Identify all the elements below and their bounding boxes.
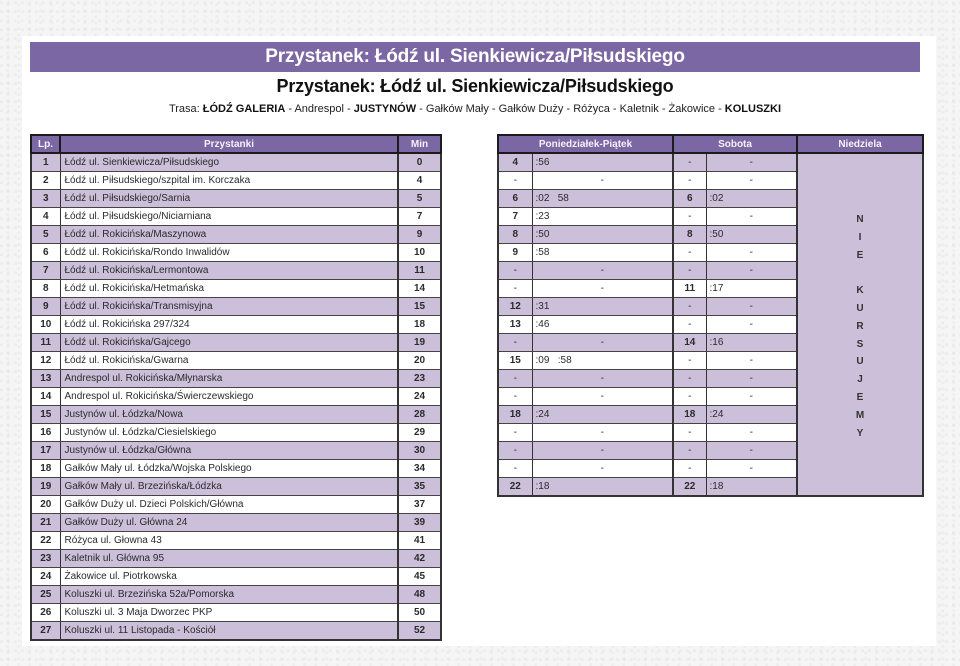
stop-row (31, 442, 441, 460)
stop-row (31, 550, 441, 568)
stop-minutes: 4 (398, 172, 441, 190)
header-lp: Lp. (31, 135, 60, 153)
saturday-minutes: - (706, 316, 797, 334)
stop-name: Łódź ul. Piłsudskiego/Sarnia (60, 190, 398, 208)
saturday-minutes: :50 (706, 226, 797, 244)
saturday-minutes: :17 (706, 280, 797, 298)
stop-number: 1 (31, 153, 60, 172)
stop-number: 18 (31, 460, 60, 478)
stops-table-header (31, 135, 441, 153)
sunday-no-service-letter: K (856, 285, 864, 297)
stop-row (31, 586, 441, 604)
saturday-minutes: - (706, 442, 797, 460)
weekday-hour: 13 (498, 316, 532, 334)
stop-minutes: 37 (398, 496, 441, 514)
weekday-minutes: :56 (532, 153, 673, 172)
weekday-minutes: :09 :58 (532, 352, 673, 370)
weekday-hour: 4 (498, 153, 532, 172)
stop-row (31, 316, 441, 334)
stop-number: 14 (31, 388, 60, 406)
weekday-minutes: :23 (532, 208, 673, 226)
saturday-minutes: :24 (706, 406, 797, 424)
stop-row (31, 568, 441, 586)
stop-minutes: 11 (398, 262, 441, 280)
stop-name: Gałków Mały ul. Brzezińska/Łódzka (60, 478, 398, 496)
sunday-no-service-cell (797, 153, 923, 496)
saturday-hour: - (673, 370, 706, 388)
weekday-minutes: - (532, 370, 673, 388)
stop-row (31, 478, 441, 496)
stop-row (31, 172, 441, 190)
stop-row (31, 514, 441, 532)
weekday-hour: - (498, 280, 532, 298)
stop-name: Gałków Duży ul. Dzieci Polskich/Główna (60, 496, 398, 514)
weekday-hour: - (498, 442, 532, 460)
weekday-minutes: - (532, 334, 673, 352)
saturday-hour: 6 (673, 190, 706, 208)
saturday-minutes: - (706, 424, 797, 442)
stop-minutes: 30 (398, 442, 441, 460)
route-major-stop: ŁÓDŹ GALERIA (202, 103, 286, 115)
saturday-hour: - (673, 208, 706, 226)
departure-row (498, 153, 923, 172)
sunday-no-service-letter: U (856, 356, 864, 368)
stop-name: Kaletnik ul. Główna 95 (60, 550, 398, 568)
stop-minutes: 23 (398, 370, 441, 388)
stop-minutes: 5 (398, 190, 441, 208)
route-stops (203, 103, 781, 115)
stop-name: Justynów ul. Łódzka/Ciesielskiego (60, 424, 398, 442)
saturday-hour: - (673, 298, 706, 316)
stop-name: Łódź ul. Rokicińska/Gajcego (60, 334, 398, 352)
stop-number: 26 (31, 604, 60, 622)
saturday-minutes: - (706, 370, 797, 388)
route-label: Trasa: (168, 103, 200, 115)
saturday-minutes: - (706, 388, 797, 406)
route-minor-stops: - Gałków Mały - Gałków Duży - Różyca - Kaletnik - Żakowice - (416, 103, 725, 115)
stop-name: Gałków Duży ul. Główna 24 (60, 514, 398, 532)
weekday-minutes: - (532, 460, 673, 478)
weekday-minutes: - (532, 262, 673, 280)
stop-row (31, 298, 441, 316)
stop-row (31, 352, 441, 370)
stop-name: Łódź ul. Piłsudskiego/Niciarniana (60, 208, 398, 226)
stop-title: Przystanek: Łódź ul. Sienkiewicza/Piłsudskiego (276, 76, 674, 96)
saturday-hour: 8 (673, 226, 706, 244)
saturday-hour: - (673, 352, 706, 370)
stop-number: 11 (31, 334, 60, 352)
stop-name: Łódź ul. Rokicińska/Maszynowa (60, 226, 398, 244)
stops-table (30, 134, 442, 641)
saturday-minutes: - (706, 298, 797, 316)
stop-row (31, 153, 441, 172)
stop-minutes: 7 (398, 208, 441, 226)
weekday-hour: - (498, 172, 532, 190)
weekday-minutes: :18 (532, 478, 673, 497)
saturday-hour: - (673, 442, 706, 460)
stop-number: 19 (31, 478, 60, 496)
sunday-no-service-letter: I (858, 231, 862, 243)
weekday-minutes: - (532, 280, 673, 298)
weekday-hour: 6 (498, 190, 532, 208)
stop-minutes: 24 (398, 388, 441, 406)
stop-number: 2 (31, 172, 60, 190)
stop-number: 15 (31, 406, 60, 424)
stop-minutes: 41 (398, 532, 441, 550)
stop-minutes: 18 (398, 316, 441, 334)
stop-number: 20 (31, 496, 60, 514)
stop-name: Koluszki ul. 3 Maja Dworzec PKP (60, 604, 398, 622)
stop-name: Łódź ul. Rokicińska/Gwarna (60, 352, 398, 370)
sunday-no-service-letter: E (856, 391, 864, 403)
saturday-hour: - (673, 262, 706, 280)
stop-row (31, 622, 441, 641)
stop-number: 3 (31, 190, 60, 208)
stop-number: 17 (31, 442, 60, 460)
saturday-minutes: - (706, 244, 797, 262)
stop-name: Łódź ul. Rokicińska/Lermontowa (60, 262, 398, 280)
stop-number: 25 (31, 586, 60, 604)
saturday-minutes: :18 (706, 478, 797, 497)
weekday-hour: 9 (498, 244, 532, 262)
stop-row (31, 460, 441, 478)
stop-name: Łódź ul. Rokicińska/Hetmańska (60, 280, 398, 298)
stop-row (31, 370, 441, 388)
weekday-hour: 8 (498, 226, 532, 244)
stop-minutes: 34 (398, 460, 441, 478)
stop-row (31, 496, 441, 514)
weekday-hour: 7 (498, 208, 532, 226)
stop-name: Justynów ul. Łódzka/Główna (60, 442, 398, 460)
sunday-no-service-letter: N (856, 214, 864, 225)
stop-number: 12 (31, 352, 60, 370)
stop-minutes: 0 (398, 153, 441, 172)
sunday-no-service-letter: R (856, 320, 864, 332)
stop-name: Łódź ul. Rokicińska/Rondo Inwalidów (60, 244, 398, 262)
stop-number: 7 (31, 262, 60, 280)
stop-row (31, 226, 441, 244)
stop-minutes: 28 (398, 406, 441, 424)
saturday-hour: - (673, 153, 706, 172)
weekday-minutes: :50 (532, 226, 673, 244)
weekday-minutes: :24 (532, 406, 673, 424)
saturday-minutes: - (706, 460, 797, 478)
header-sunday: Niedziela (797, 135, 923, 153)
stop-minutes: 15 (398, 298, 441, 316)
weekday-hour: - (498, 388, 532, 406)
stop-number: 13 (31, 370, 60, 388)
saturday-minutes: :16 (706, 334, 797, 352)
weekday-minutes: - (532, 388, 673, 406)
stop-name: Żakowice ul. Piotrkowska (60, 568, 398, 586)
stop-minutes: 14 (398, 280, 441, 298)
saturday-minutes: - (706, 208, 797, 226)
stop-number: 8 (31, 280, 60, 298)
stop-name: Łódź ul. Piłsudskiego/szpital im. Korczaka (60, 172, 398, 190)
weekday-minutes: - (532, 442, 673, 460)
weekday-minutes: :31 (532, 298, 673, 316)
stop-minutes: 50 (398, 604, 441, 622)
stop-name: Andrespol ul. Rokicińska/Świerczewskiego (60, 388, 398, 406)
stop-number: 21 (31, 514, 60, 532)
weekday-minutes: :02 58 (532, 190, 673, 208)
header-minutes: Min (398, 135, 441, 153)
stop-name: Koluszki ul. Brzezińska 52a/Pomorska (60, 586, 398, 604)
stop-minutes: 10 (398, 244, 441, 262)
saturday-minutes: - (706, 172, 797, 190)
stop-number: 24 (31, 568, 60, 586)
page-banner-title: Przystanek: Łódź ul. Sienkiewicza/Piłsudskiego (30, 42, 920, 72)
saturday-hour: 11 (673, 280, 706, 298)
stop-number: 22 (31, 532, 60, 550)
stop-name: Łódź ul. Sienkiewicza/Piłsudskiego (60, 153, 398, 172)
weekday-minutes: :46 (532, 316, 673, 334)
sunday-no-service-letter: U (856, 302, 864, 314)
stop-name: Różyca ul. Głowna 43 (60, 532, 398, 550)
weekday-minutes: - (532, 172, 673, 190)
saturday-hour: - (673, 460, 706, 478)
saturday-hour: 22 (673, 478, 706, 497)
header-saturday: Sobota (673, 135, 797, 153)
stop-number: 16 (31, 424, 60, 442)
stop-minutes: 52 (398, 622, 441, 641)
header-weekday: Poniedziałek-Piątek (498, 135, 673, 153)
stop-minutes: 20 (398, 352, 441, 370)
weekday-hour: 15 (498, 352, 532, 370)
sunday-no-service-letter: Y (856, 427, 864, 439)
stop-minutes: 48 (398, 586, 441, 604)
saturday-minutes: :02 (706, 190, 797, 208)
weekday-hour: 12 (498, 298, 532, 316)
route-major-stop: JUSTYNÓW (353, 103, 417, 115)
weekday-hour: - (498, 460, 532, 478)
weekday-hour: - (498, 334, 532, 352)
saturday-hour: - (673, 424, 706, 442)
stop-number: 10 (31, 316, 60, 334)
saturday-minutes: - (706, 262, 797, 280)
saturday-hour: 18 (673, 406, 706, 424)
stop-number: 23 (31, 550, 60, 568)
stop-row (31, 334, 441, 352)
route-line (30, 100, 920, 118)
route-minor-stops: - Andrespol - (285, 103, 354, 115)
saturday-minutes: - (706, 352, 797, 370)
stop-minutes: 9 (398, 226, 441, 244)
stop-row (31, 208, 441, 226)
route-major-stop: KOLUSZKI (724, 103, 782, 115)
header-stop-name: Przystanki (60, 135, 398, 153)
stop-row (31, 244, 441, 262)
stop-number: 27 (31, 622, 60, 641)
saturday-hour: - (673, 316, 706, 334)
stop-minutes: 35 (398, 478, 441, 496)
saturday-hour: - (673, 388, 706, 406)
stop-minutes: 39 (398, 514, 441, 532)
stop-row (31, 190, 441, 208)
stop-minutes: 45 (398, 568, 441, 586)
stop-row (31, 388, 441, 406)
stop-name: Łódź ul. Rokicińska/Transmisyjna (60, 298, 398, 316)
saturday-minutes: - (706, 153, 797, 172)
weekday-hour: 22 (498, 478, 532, 497)
stop-row (31, 280, 441, 298)
stop-name: Koluszki ul. 11 Listopada - Kościół (60, 622, 398, 641)
sunday-no-service-letter: J (857, 374, 863, 386)
stop-row (31, 424, 441, 442)
stop-number: 5 (31, 226, 60, 244)
stop-name: Gałków Mały ul. Łódzka/Wojska Polskiego (60, 460, 398, 478)
stop-minutes: 19 (398, 334, 441, 352)
schedule-table-header (498, 135, 923, 153)
schedule-table (497, 134, 924, 497)
weekday-hour: - (498, 370, 532, 388)
sunday-no-service-letter (798, 264, 922, 282)
saturday-hour: 14 (673, 334, 706, 352)
stop-row (31, 604, 441, 622)
weekday-minutes: - (532, 424, 673, 442)
stop-number: 6 (31, 244, 60, 262)
weekday-minutes: :58 (532, 244, 673, 262)
stop-name: Łódź ul. Rokicińska 297/324 (60, 316, 398, 334)
stop-number: 9 (31, 298, 60, 316)
weekday-hour: - (498, 262, 532, 280)
stop-name: Andrespol ul. Rokicińska/Młynarska (60, 370, 398, 388)
weekday-hour: - (498, 424, 532, 442)
stop-row (31, 406, 441, 424)
stop-minutes: 29 (398, 424, 441, 442)
sunday-no-service-letter: S (856, 338, 864, 350)
stop-row (31, 532, 441, 550)
stop-name: Justynów ul. Łódzka/Nowa (60, 406, 398, 424)
stop-minutes: 42 (398, 550, 441, 568)
saturday-hour: - (673, 244, 706, 262)
sunday-no-service-letter: E (856, 249, 864, 261)
saturday-hour: - (673, 172, 706, 190)
stop-row (31, 262, 441, 280)
weekday-hour: 18 (498, 406, 532, 424)
sunday-no-service-letter: M (855, 409, 865, 421)
stop-number: 4 (31, 208, 60, 226)
